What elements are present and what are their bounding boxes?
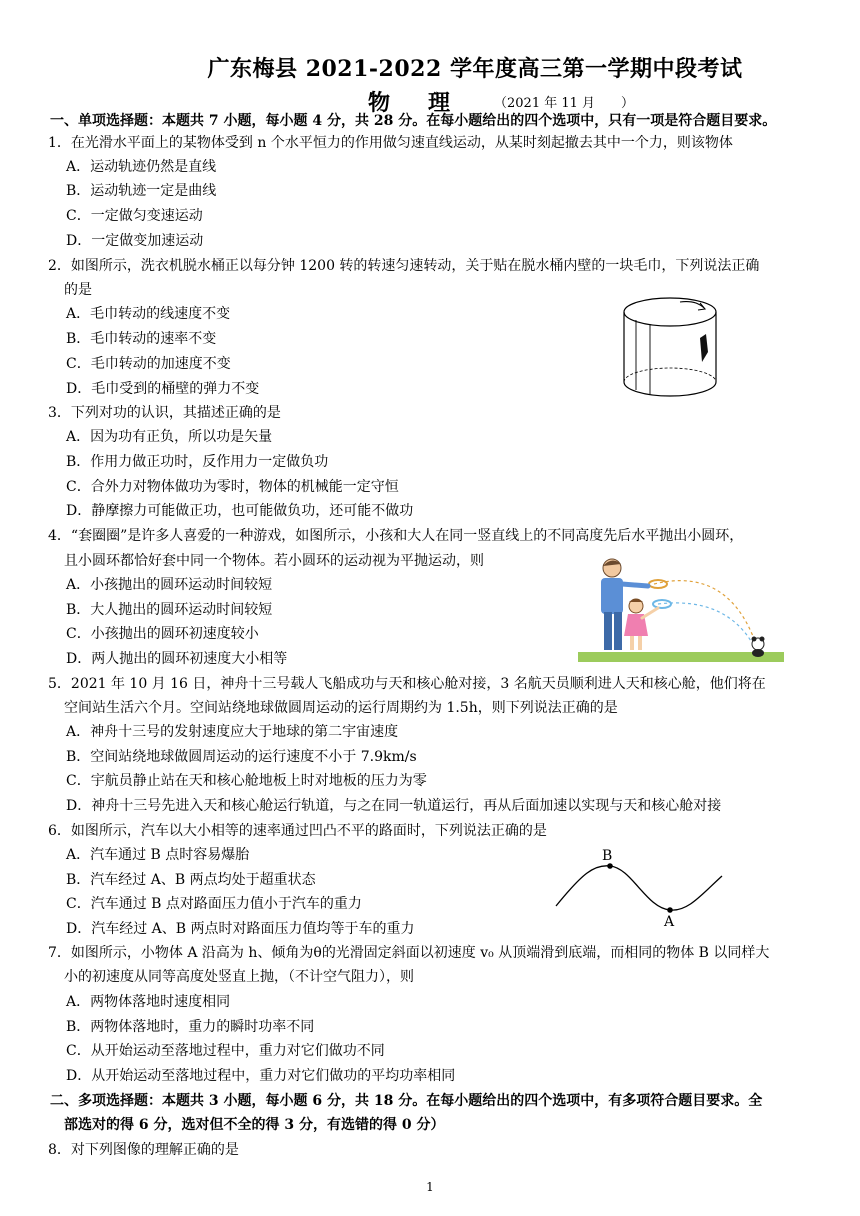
exam-title: 广东梅县 2021-2022 学年度高三第一学期中段考试 — [207, 56, 743, 82]
question-6-option-d: D．汽车经过 A、B 两点时对路面压力值均等于车的重力 — [66, 921, 415, 937]
question-5-option-a: A．神舟十三号的发射速度应大于地球的第二宇宙速度 — [66, 724, 399, 740]
question-1-option-c: C．一定做匀变速运动 — [66, 208, 203, 224]
question-3-option-a: A．因为功有正负，所以功是矢量 — [66, 429, 273, 445]
exam-date: （2021 年 11 月 ） — [494, 96, 635, 111]
question-6-option-c: C．汽车通过 B 点对路面压力值小于汽车的重力 — [66, 896, 362, 912]
question-1-option-b: B．运动轨迹一定是曲线 — [66, 183, 217, 199]
question-2-option-b: B．毛巾转动的速率不变 — [66, 331, 217, 347]
subject-char-2: 理 — [428, 90, 451, 116]
ring-toss-illustration — [578, 556, 784, 666]
question-2-stem-cont: 的是 — [64, 282, 92, 298]
question-5-stem-cont: 空间站生活六个月。空间站绕地球做圆周运动的运行周期约为 1.5h，则下列说法正确的是 — [64, 700, 618, 716]
question-5-option-b: B．空间站绕地球做圆周运动的运行速度不小于 7.9km/s — [66, 749, 417, 765]
question-6-option-a: A．汽车通过 B 点时容易爆胎 — [66, 847, 250, 863]
question-4-option-d: D．两人抛出的圆环初速度大小相等 — [66, 651, 288, 667]
question-7-stem-cont: 小的初速度从同等高度处竖直上抛，（不计空气阻力），则 — [64, 969, 414, 985]
question-2-option-c: C．毛巾转动的加速度不变 — [66, 356, 231, 372]
section-1-heading: 一、单项选择题：本题共 7 小题，每小题 4 分，共 28 分。在每小题给出的四个选项中，只有一项是符合题目要求。 — [50, 113, 777, 129]
question-7-option-d: D．从开始运动至落地过程中，重力对它们做功的平均功率相同 — [66, 1068, 456, 1084]
question-4-option-a: A．小孩抛出的圆环运动时间较短 — [66, 577, 273, 593]
question-7-option-a: A．两物体落地时速度相同 — [66, 994, 231, 1010]
question-5-stem: 5．2021 年 10 月 16 日，神舟十三号载人飞船成功与天和核心舱对接，3 名航天员顺利进人天和核心舱，他们将在 — [48, 676, 766, 692]
question-4-option-b: B．大人抛出的圆环运动时间较短 — [66, 602, 273, 618]
question-3-option-b: B．作用力做正功时，反作用力一定做负功 — [66, 454, 329, 470]
question-3-option-d: D．静摩擦力可能做正功，也可能做负功，还可能不做功 — [66, 503, 414, 519]
question-6-option-b: B．汽车经过 A、B 两点均处于超重状态 — [66, 872, 316, 888]
question-1-option-d: D．一定做变加速运动 — [66, 233, 204, 249]
question-4-stem: 4．“套圈圈”是许多人喜爱的一种游戏，如图所示，小孩和大人在同一竖直线上的不同高度先后水平抛出小圆环， — [48, 528, 744, 544]
question-3-stem: 3．下列对功的认识，其描述正确的是 — [48, 405, 281, 421]
question-2-option-a: A．毛巾转动的线速度不变 — [66, 306, 231, 322]
question-4-stem-cont: 且小圆环都恰好套中同一个物体。若小圆环的运动视为平抛运动，则 — [64, 553, 484, 569]
question-6-stem: 6．如图所示，汽车以大小相等的速率通过凹凸不平的路面时，下列说法正确的是 — [48, 823, 547, 839]
subject-char-1: 物 — [368, 90, 391, 116]
question-8-stem: 8．对下列图像的理解正确的是 — [48, 1142, 239, 1158]
point-b-label: B — [602, 848, 613, 864]
question-7-option-c: C．从开始运动至落地过程中，重力对它们做功不同 — [66, 1043, 385, 1059]
question-1-stem: 1．在光滑水平面上的某物体受到 n 个水平恒力的作用做匀速直线运动，从某时刻起撤去其中一个力，则该物体 — [48, 135, 733, 151]
question-5-option-c: C．宇航员静止站在天和核心舱地板上时对地板的压力为零 — [66, 773, 427, 789]
point-a-label: A — [664, 914, 675, 928]
question-5-option-d: D．神舟十三号先进入天和核心舱运行轨道，与之在同一轨道运行，再从后面加速以实现与天和核心舱对接 — [66, 798, 722, 814]
page-number: 1 — [426, 1180, 434, 1194]
section-2-heading: 二、多项选择题：本题共 3 小题，每小题 6 分，共 18 分。在每小题给出的四个选项中，有多项符合题目要求。全 — [50, 1093, 763, 1109]
question-2-option-d: D．毛巾受到的桶壁的弹力不变 — [66, 381, 260, 397]
question-4-option-c: C．小孩抛出的圆环初速度较小 — [66, 626, 259, 642]
question-3-option-c: C．合外力对物体做功为零时，物体的机械能一定守恒 — [66, 479, 399, 495]
question-2-stem: 2．如图所示，洗衣机脱水桶正以每分钟 1200 转的转速匀速转动，关于贴在脱水桶内壁的一块毛巾，下列说法正确 — [48, 258, 760, 274]
bumpy-road-figure — [552, 846, 728, 928]
section-2-heading-cont: 部选对的得 6 分，选对但不全的得 3 分，有选错的得 0 分） — [64, 1117, 445, 1133]
spin-drum-figure — [612, 290, 728, 400]
question-7-option-b: B．两物体落地时，重力的瞬时功率不同 — [66, 1019, 315, 1035]
question-1-option-a: A．运动轨迹仍然是直线 — [66, 159, 217, 175]
question-7-stem: 7．如图所示，小物体 A 沿高为 h、倾角为θ的光滑固定斜面以初速度 v₀ 从顶端滑到底端，而相同的物体 B 以同样大 — [48, 945, 770, 961]
